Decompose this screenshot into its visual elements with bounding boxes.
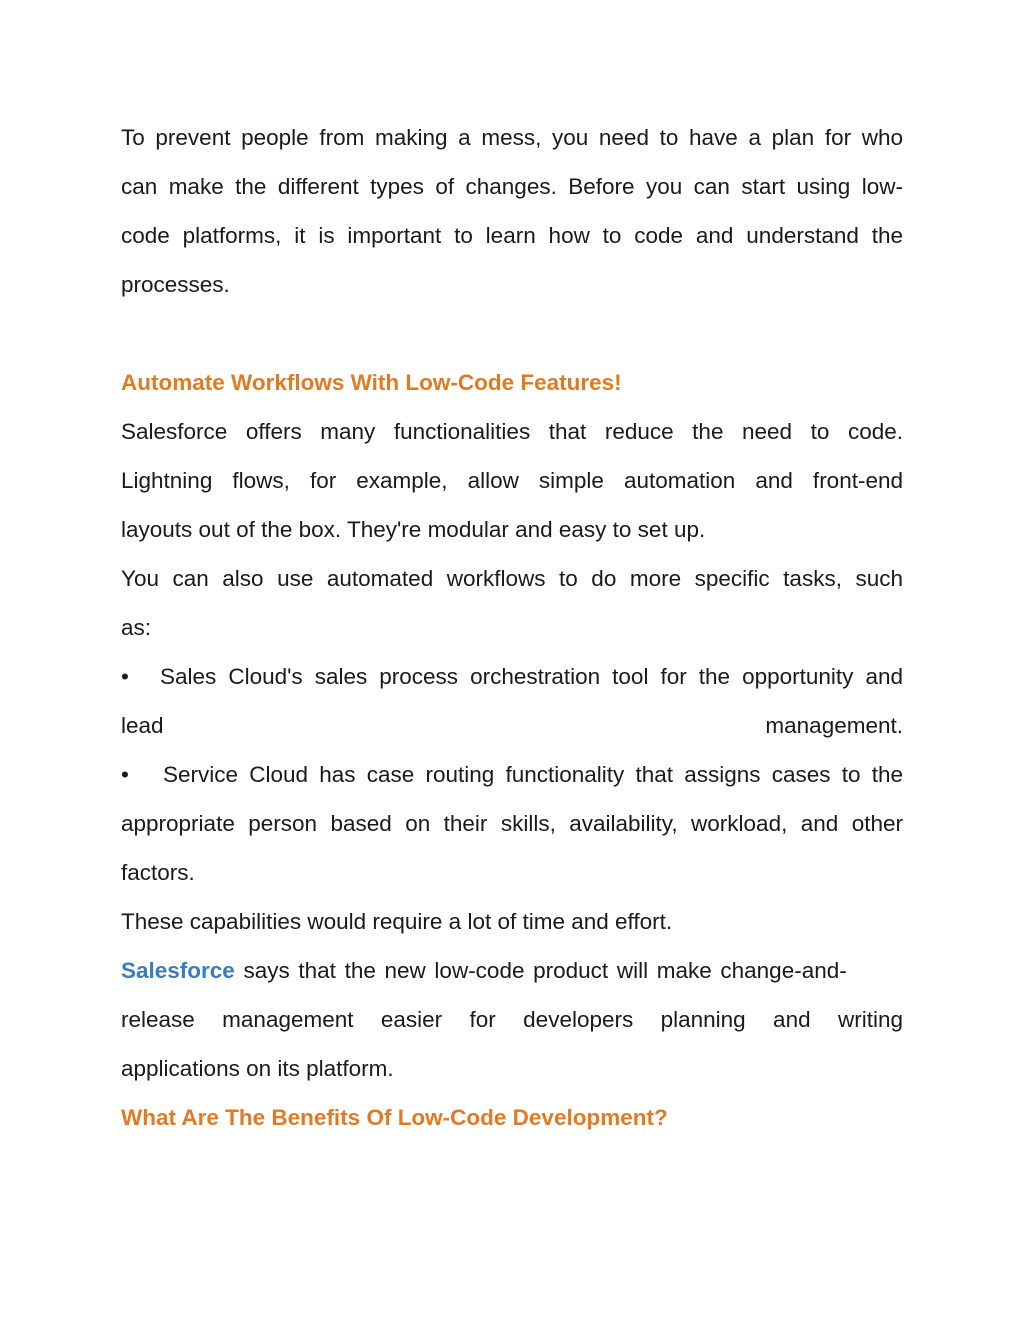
intro-line-2: can make the different types of changes. Before you can start using low- <box>121 174 903 199</box>
bullet-dot-icon: • <box>121 664 129 689</box>
section-heading-automate: Automate Workflows With Low-Code Features! <box>121 370 622 395</box>
section-heading-benefits: What Are The Benefits Of Low-Code Development? <box>121 1105 668 1130</box>
intro-line-3: code platforms, it is important to learn how to code and understand the <box>121 223 903 248</box>
intro-line-1: To prevent people from making a mess, you need to have a plan for who <box>121 125 903 150</box>
bullet-1-line-2-right: management. <box>765 713 903 738</box>
p2-line-1: You can also use automated workflows to do more specific tasks, such <box>121 566 903 591</box>
p3-line: These capabilities would require a lot of time and effort. <box>121 909 673 934</box>
bullet-2-line-3: factors. <box>121 860 195 885</box>
bullet-item-2 <box>121 750 903 799</box>
bullet-1-line-1: Sales Cloud's sales process orchestration tool for the opportunity and <box>160 664 903 689</box>
document-page <box>121 113 903 1142</box>
p4-line-2: release management easier for developers planning and writing <box>121 1007 903 1032</box>
bullet-2-line-2: appropriate person based on their skills, availability, workload, and other <box>121 811 903 836</box>
salesforce-link[interactable]: Salesforce <box>121 958 235 983</box>
bullet-dot-icon: • <box>121 762 129 787</box>
p4-line-1 <box>121 946 903 995</box>
paragraph-gap <box>121 309 903 358</box>
bullet-2-line-1: Service Cloud has case routing functionality that assigns cases to the <box>163 762 903 787</box>
p4-line-3: applications on its platform. <box>121 1056 394 1081</box>
intro-line-4: processes. <box>121 272 230 297</box>
bullet-item-1 <box>121 652 903 701</box>
bullet-1-line-2-left: lead <box>121 713 164 738</box>
bullet-1-line-2 <box>121 701 903 750</box>
p1-line-3: layouts out of the box. They're modular and easy to set up. <box>121 517 706 542</box>
p4-line-1-rest: says that the new low-code product will make change-and- <box>234 958 847 983</box>
p1-line-1: Salesforce offers many functionalities that reduce the need to code. <box>121 419 903 444</box>
p1-line-2: Lightning flows, for example, allow simple automation and front-end <box>121 468 903 493</box>
p2-line-2: as: <box>121 615 152 640</box>
